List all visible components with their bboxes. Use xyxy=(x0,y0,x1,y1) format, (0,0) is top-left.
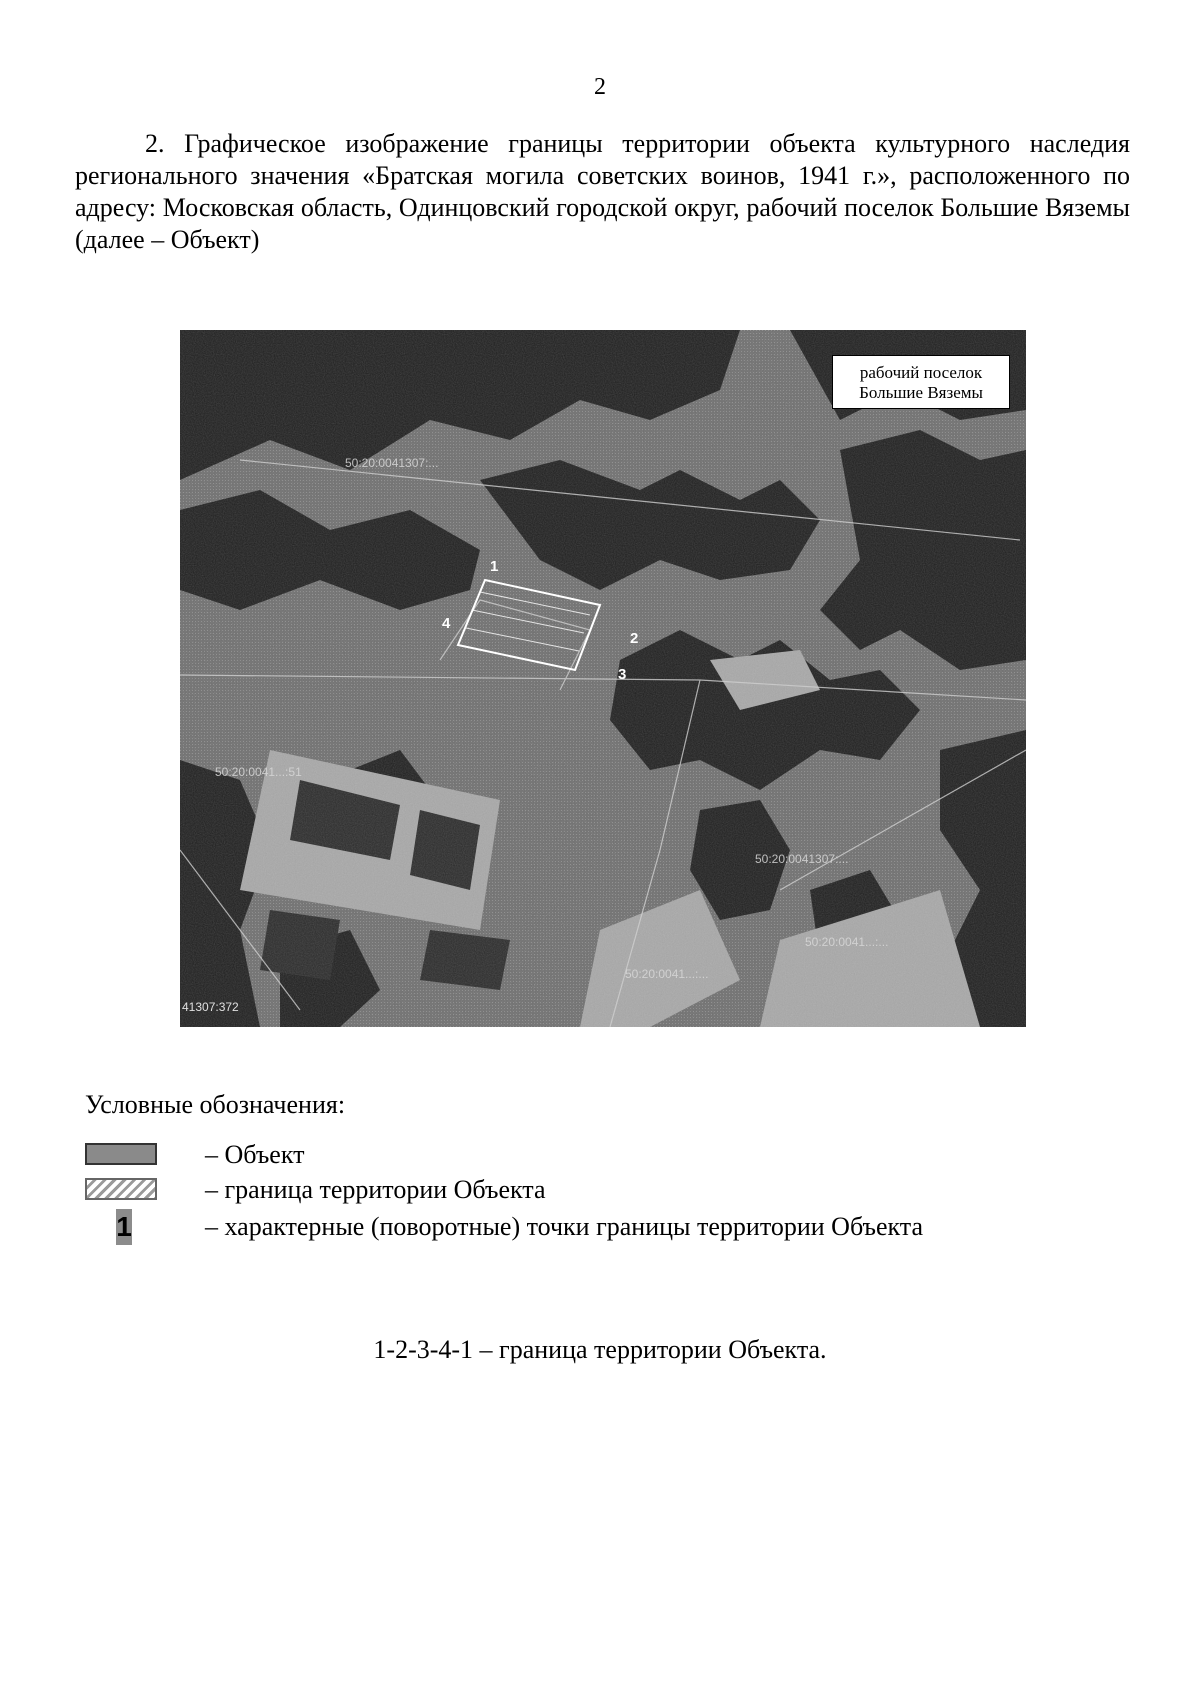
legend-item-text: – характерные (поворотные) точки границы территории Объекта xyxy=(205,1212,924,1241)
boundary-point-label: 3 xyxy=(618,666,627,683)
legend-item-text: – Объект xyxy=(205,1140,305,1169)
object-swatch-icon xyxy=(85,1143,157,1165)
settlement-label xyxy=(832,355,1010,409)
cadastral-label: 50:20:0041...:... xyxy=(625,967,709,981)
cadastral-label: 50:20:0041...:51 xyxy=(215,765,302,779)
cadastral-label: 50:20:0041307:... xyxy=(345,456,439,470)
legend-title: Условные обозначения: xyxy=(85,1090,346,1119)
boundary-point-label: 1 xyxy=(490,558,499,575)
settlement-label-line2: Большие Вяземы xyxy=(859,383,983,402)
legend-item-text: – граница территории Объекта xyxy=(205,1175,546,1204)
legend-item-object xyxy=(85,1140,1135,1172)
point-marker-icon: 1 xyxy=(116,1209,132,1245)
aerial-map xyxy=(180,330,1026,1027)
hatched-boundary-swatch-icon xyxy=(85,1178,157,1200)
settlement-label-line1: рабочий поселок xyxy=(859,363,983,382)
legend-item-boundary xyxy=(85,1175,1135,1207)
boundary-sequence-note: 1-2-3-4-1 – граница территории Объекта. xyxy=(373,1335,827,1364)
aerial-photo xyxy=(180,330,1026,1027)
cadastral-label: 50:20:0041...:... xyxy=(805,935,889,949)
boundary-point-label: 4 xyxy=(442,615,451,632)
cadastral-label: 50:20:0041307:... xyxy=(755,852,849,866)
legend-item-points xyxy=(85,1212,1135,1244)
page-number: 2 xyxy=(594,74,606,100)
cadastral-label: 41307:372 xyxy=(182,1000,239,1014)
intro-paragraph: 2. Графическое изображение границы территории объекта культурного наследия регионального значения «Братская могила советских воинов, 1941 г.», расположенного по адресу: Московская область, Одинцовский городской округ, рабочий поселок Большие Вяземы (далее – Объект) xyxy=(75,129,1130,254)
boundary-point-label: 2 xyxy=(630,630,639,647)
